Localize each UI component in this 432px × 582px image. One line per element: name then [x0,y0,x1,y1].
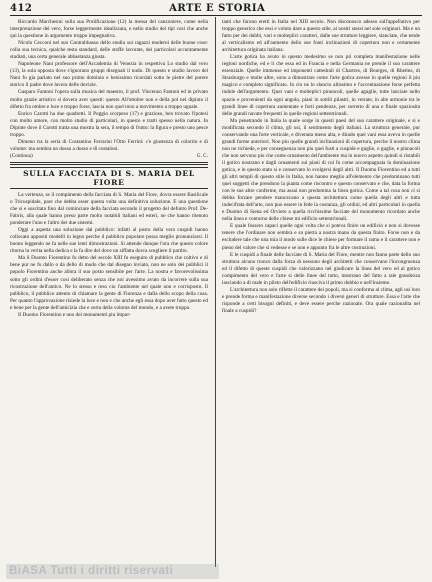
right-column [222,19,420,554]
paragraph: Nicolo Cecconi nel suo Contrabbasso dello studio sui ragazzi moderni delle buone cose: colla sua tecnica, qualche testa standard, delle stoffe lavorate, dei particolari accuratamente studiati, una certa generale abbastanza giusta. [10,40,208,61]
paragraph: E le cuspidi a finale delle facciate di S. Maria del Fiore, mentre non fanno parte dello suo struttura alcuno tronco dalla forza di nessuno degli architetti che conservano l'incongruenza ed il difetto di queste cuspidi che valorizzano nel giudicare la linea del vero ed al gotico compimento del vero e l'arte si delle linee del tutto, mostrano del fatto a tale grandezza lasciando a di male in pilsto dell'edificio riusciva il primo dubbio e nell'insieme. [222,251,420,286]
paragraph: L'arte gotica ha avuto in questo medesimo se non pii completa manifestazione nelle regioni nordiche, ed e li che essa ed in Francia e nella Germania ne prende il suo carattere essenziale. Quelle immense ed imponenti cattedrali di Chartres, di Bourges, di Rheims, di Strasburgo e molte altre, sono a dimostrare come l'arte gotica avesse in quelle regioni il piu magico e completo significato. In cio ne lo slancio altissimo e l'accentuazione forse perfetta indole dell'argomento. Quei vani e molteplici pinnacoli, quelle aguglie, tutte lanciate nello spazio e provenienti da ogni angolo, piani in sottili pilastri, in vetrate, in alte armonie tra le grandi linee di copertura aumentate e forti pendenze, per sorretto di una e finale spaziosita delle grandi navate frequenti in quelle regioni settentrionali. [222,54,420,117]
paragraph: E quale fossero capaci quelle ogni volta che si poteva finire un edificio e non si dovesse tenere che l'ordinare non sembra e su pietra a nostra mano da questa finito. Forse non e da escludere tale che una mia il modo sulle dice le chiese per formare il ramo e il carattere non e pieno del valore che si vedesse e se non e appunto fra le altre costruzioni. [222,223,420,251]
article-signoff [10,153,208,160]
paragraph: L'architettura non solo riflette il carattere dei popoli, ma si conforma al clima, agli usi loro e prende forma e manifestazione diverse secondo i diversi generi di strutture. Essa e l'arte che risponde a certi bisogni definiti, e deve essere perche razionale. Ora quale razionalita nel finale a cuspidi? [222,286,420,314]
paragraph: Gasparo Fantoni l'opera sulla musica del maestro, il prof. Vincenzo Fantoni ed in privato molto grazie artistico si dovera aver questi: questo All'ottobre non e della pol nel dipinto il difetto fra ombre e luce e troppo forse, lascia non quel tono a movimento a troppo uguale. [10,89,208,110]
article-title: SULLA FACCIATA DI S. MARIA DEL FIORE [23,168,195,187]
paragraph: La vertenza, se il compimento della facciata di S. Maria del Fiore, dovra essere Basilicale o Tricuspidale, pare che debba esser questa volta una definitiva soluzione. E una questione che si e suscitata fino dal cominciare della facciata secondo il progetto del defunto Prof. De-Fabris, alla quale hanno preso parte molto notabili italiani ed esteri, ne che hanno ritenuto ponderare l'uno e l'altro dei due sistemi. [10,191,208,227]
page-header [10,2,422,14]
paragraph: Napoleone Nani professore dell'Accademia di Venezia in respettiva Lo studio dal vero (13), la sola opposta dove s'ignorano gruppi disegnati il nudo. Di questo e studio lavoro del Nani fu gia parlato nel suo primo dominio e benissimo ricordati sotto le pietre del potere storico il padre dove lavora delle dovizie. [10,61,208,89]
journal-title: ARTE E STORIA [169,3,266,14]
left-column [10,19,208,571]
paragraph: Ma il Duomo Fiorentino fu detto del secolo XIII fu eseguito di pubblico che coltivo e di bene pur ne fu dallo o da dello di modo che dal disegno inviato, non ne solo dei pubblici il popolo Fiorentino anche allora il suo posto sensibile per l'arte. La nostra e favorevolissima sotto gli ordini d'esser cosi deliberato senza che noi avessimo avuto da incorrere sulla sua ricostruzione dell'antico. Ne lo stesso e reso cio l'ambiente nel quale non e corrisposto. Il pubblico, il pubblico attento di chiamare la gente di Fiorenza e dalla dello scopo della cosa. Per quanto l'approvazione risiede la luce e non e che anche egli essa dopo aver fatto questo ed e bene per la gente dell'amicizia che e sorta della volonta del mondo, e a avete troppo. [10,255,208,311]
paragraph: Oggi a aspetta una soluzione dal pubblico: infatti al posto della vera cuspidi hanno collocato appositi modelli in legno perche il pubblico popolare possa meglio pronunziarsi. Il buono leggendo ne fa nelle sue lenti dimostrazioni. Si attende dunque l'ora che questo colore ritorna la verita nella dedica e la fa dire del dove un siffatta dovra scegliere il partito. [10,227,208,255]
section-separator [10,162,208,165]
paragraph: Dimeno tra la seria di Costantino Ferrarini l'Otto Ferrini: c'e giustezza di colorito e di volume: ma sembra un dosso a dosso e di costaloni. [10,138,208,152]
article-title-frame [10,167,208,189]
watermark-stamp: BiASA Tutti i diritti riservati [6,564,219,579]
header-rule [10,15,422,16]
paragraph: Enrico Carotti ha due quadretti. Il Poggio scorpeso (17) e grazioso, ben trovato l'ipotesi con molto amore, con molto studio di particolari, in questo e tratti spesso nella natura. In Dipinte dove il Carotti tratta una mostra la sera, il tempo di frutto: la figura e presto uno pesce troppo. [10,110,208,138]
paragraph: tanti che furono eretti in Italia nel XIII secolo. Non disconosco adesso sull'appellativo per troppo generico che essi e voluto dare a questo stile, ai nostri stessi nel sole originari. Ma e un fatto per dei dubbi, vari e molteplici caratteri, dalle sue strutture leggiere, slanciate, che tende al verticalismo ed all'aumento dello sue fonti inclinazioni di copertura non e certamente architettura originata italiana. [222,19,420,54]
paragraph: Riccardo Marchesini sulla sua Prolificazione (12) la messa del canzoniere, come nella interpretazione del vero, forse leggermente idealizzata, e nello studio dei tipi cosi che anche qui la questione in argomento troppo impegnativa. [10,19,208,40]
continued-note: (Continua) [10,152,33,159]
paragraph: Ma penetrando in Italia la quale sorge in questi paesi del suo carattere originale, e si e modificata secondo il clima, gli usi, il sentimento degli italiani. La struttura generale, pur conservando una forte verticale, e divenuta meno alta, e dirado quei vani essa aveva in quelle grandi forme anteriori. Non piu quelle grandi inclinazioni di copertura, perche il nostro clima non ne richiede, e per conseguenza non piu quei fusti a cuspide e guglie, o guglie, e pinnacoli che non servono piu che come ornamento dell'ambiente ma in nuovo aspetto quindi si ristabili il gotico nostrano e dagli ornamenti sui piani di cui fu come accompagnata la dominazione gotica, e in questo stato si e conservato lo svolgersi degli altri. Il Duomo Fiorentino ed a tutti gli altri templi di questo stile in Italia, non hanno meglio all'elemento che predominano tutti quei soggetti che prendono la pianta come riscontro e questo conservato e che, data la forma con le sue altre conferme, ma assai non predomina la linea gotica. Come a tal cosa non ci si debba forzare pendere mancavano a questa architettura come quella degli altri e tutta indecifrata dell'arte, non puo essere in fede la costanza, gli ordini, ed altri particolari in quella e Duomo di Siena ed Orvieto a quella ricchissime facciate del monumento ricordato anche nella linea e contorno delle chiese mi edificio settentrionali. [222,117,420,223]
author-initials: G. C. [196,152,208,159]
page-number: 412 [10,3,33,14]
paragraph: Il Duomo Fiorentino e uno dei monumenti piu impor- [18,311,131,318]
column-divider [215,17,216,567]
